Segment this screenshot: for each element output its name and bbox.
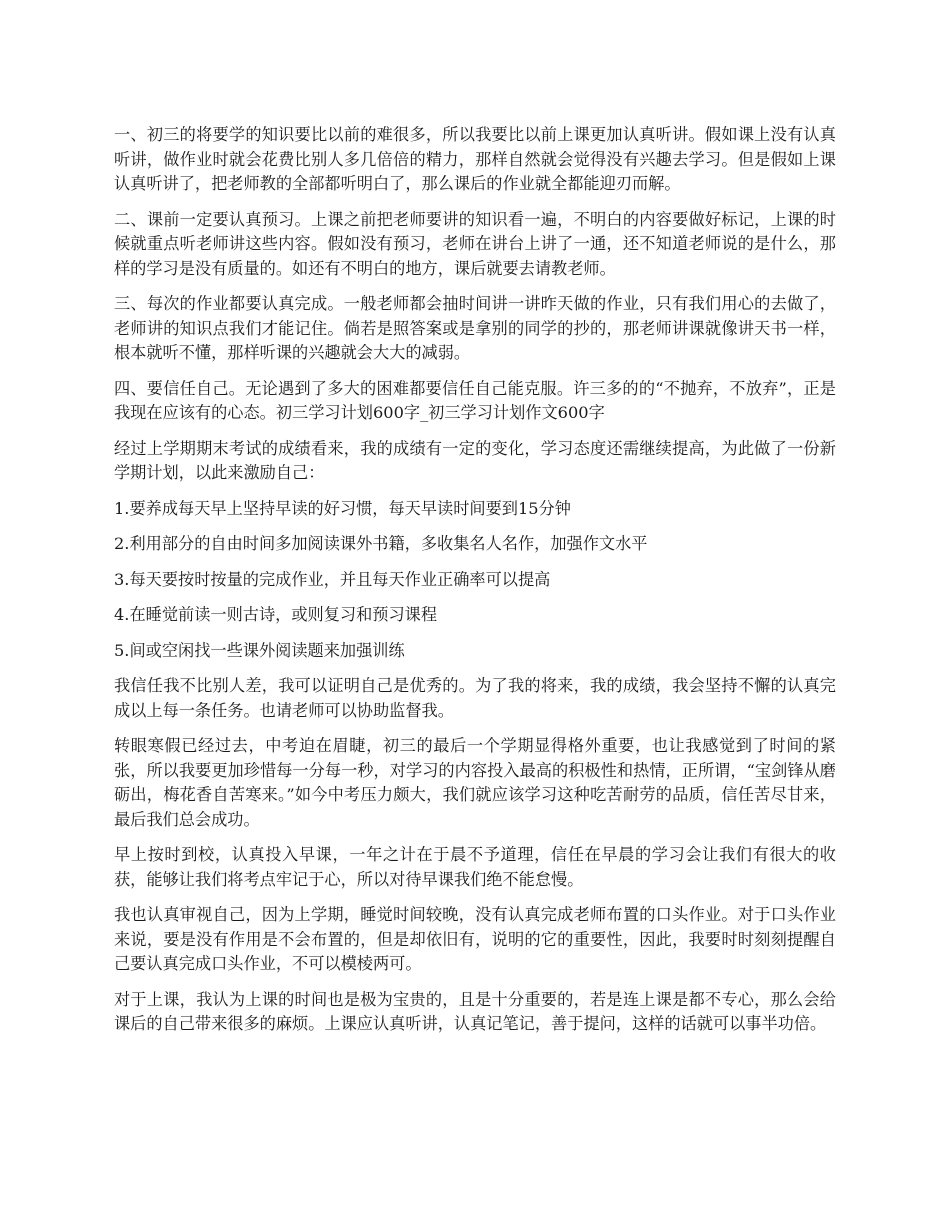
paragraph-6: 我信任我不比别人差，我可以证明自己是优秀的。为了我的将来，我的成绩，我会坚持不懈的认真完成以上每一条任务。也请老师可以协助监督我。: [114, 676, 836, 720]
paragraph-1: 一、初三的将要学的知识要比以前的难很多，所以我要比以前上课更加认真听讲。假如课上没有认真听讲，做作业时就会花费比别人多几倍倍的精力，那样自然就会觉得没有兴趣去学习。但是假如上课认真听讲了，把老师教的全部都听明白了，那么课后的作业就全都能迎刃而解。: [114, 125, 836, 193]
paragraph-5: 经过上学期期末考试的成绩看来，我的成绩有一定的变化，学习态度还需继续提高，为此做了一份新学期计划，以此来激励自己：: [114, 438, 836, 482]
paragraph-10: 对于上课，我认为上课的时间也是极为宝贵的，且是十分重要的，若是连上课是都不专心，那么会给课后的自己带来很多的麻烦。上课应认真听讲，认真记笔记，善于提问，这样的话就可以事半功倍。: [114, 989, 836, 1033]
paragraph-4: 四、要信任自己。无论遇到了多大的困难都要信任自己能克服。许三多的的“不抛弃，不放弃”，正是我现在应该有的心态。初三学习计划600字_初三学习计划作文600字: [114, 378, 836, 422]
list-item-4: 4.在睡觉前读一则古诗，或则复习和预习课程: [114, 605, 438, 624]
list-item-1: 1.要养成每天早上坚持早读的好习惯，每天早读时间要到15分钟: [114, 498, 571, 518]
paragraph-9: 我也认真审视自己，因为上学期，睡觉时间较晚，没有认真完成老师布置的口头作业。对于口头作业来说，要是没有作用是不会布置的，但是却依旧有，说明的它的重要性，因此，我要时时刻刻提醒自己要认真完成口头作业，不可以模棱两可。: [114, 905, 836, 973]
list-item-2: 2.利用部分的自由时间多加阅读课外书籍，多收集名人名作，加强作文水平: [114, 534, 648, 553]
list-item-5: 5.间或空闲找一些课外阅读题来加强训练: [114, 640, 405, 660]
paragraph-2: 二、课前一定要认真预习。上课之前把老师要讲的知识看一遍，不明白的内容要做好标记，上课的时候就重点听老师讲这些内容。假如没有预习，老师在讲台上讲了一通，还不知道老师说的是什么，那样的学习是没有质量的。如还有不明白的地方，课后就要去请教老师。: [114, 209, 836, 278]
list-item-3: 3.每天要按时按量的完成作业，并且每天作业正确率可以提高: [114, 569, 551, 589]
paragraph-7: 转眼寒假已经过去，中考迫在眉睫，初三的最后一个学期显得格外重要，也让我感觉到了时间的紧张，所以我要更加珍惜每一分每一秒，对学习的内容投入最高的积极性和热情，正所谓，“宝剑锋从磨砺出，梅花香自苦寒来。”如今中考压力颇大，我们就应该学习这种吃苦耐劳的品质，信任苦尽甘来，最后我们总会成功。: [114, 736, 836, 829]
paragraph-8: 早上按时到校，认真投入早课，一年之计在于晨不予道理，信任在早晨的学习会让我们有很大的收获，能够让我们将考点牢记于心，所以对待早课我们绝不能怠慢。: [114, 845, 836, 889]
paragraph-3: 三、每次的作业都要认真完成。一般老师都会抽时间讲一讲昨天做的作业，只有我们用心的去做了，老师讲的知识点我们才能记住。倘若是照答案或是拿别的同学的抄的，那老师讲课就像讲天书一样，根本就听不懂，那样听课的兴趣就会大大的减弱。: [114, 294, 836, 362]
